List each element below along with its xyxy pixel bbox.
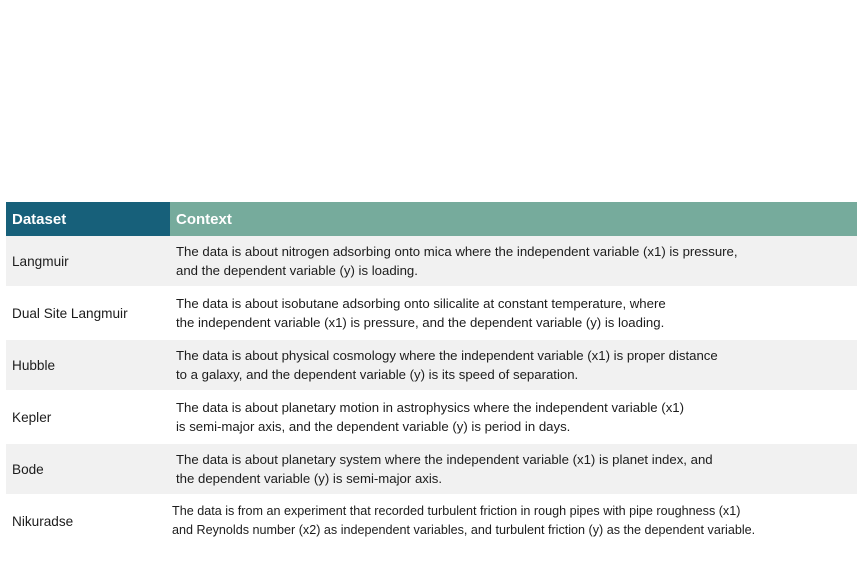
- dataset-name-cell: Nikuradse: [6, 495, 170, 547]
- dataset-name-cell: Langmuir: [6, 236, 170, 287]
- context-cell: [170, 339, 857, 391]
- context-cell: [170, 495, 857, 547]
- context-line: The data is about planetary motion in astrophysics where the independent variable (x1): [176, 400, 685, 415]
- table-row: [6, 339, 857, 391]
- context-line: The data is about planetary system where the independent variable (x1) is planet index, and: [176, 452, 713, 467]
- context-cell: [170, 391, 857, 443]
- context-line: and Reynolds number (x2) as independent variables, and turbulent friction (y) as the dependent variable.: [172, 523, 756, 537]
- dataset-name-cell: Kepler: [6, 391, 170, 443]
- context-line: to a galaxy, and the dependent variable (y) is its speed of separation.: [176, 367, 579, 382]
- context-column-header: Context: [170, 202, 857, 236]
- table-row: [6, 236, 857, 287]
- context-line: The data is about physical cosmology where the independent variable (x1) is proper distance: [176, 348, 718, 363]
- context-cell: [170, 287, 857, 339]
- context-cell: [170, 443, 857, 495]
- table-row: [6, 495, 857, 547]
- context-line: is semi-major axis, and the dependent variable (y) is period in days.: [176, 419, 571, 434]
- dataset-context-table-container: [6, 202, 857, 548]
- dataset-name-cell: Hubble: [6, 339, 170, 391]
- context-line: The data is about isobutane adsorbing onto silicalite at constant temperature, where: [176, 296, 666, 311]
- dataset-name-cell: Dual Site Langmuir: [6, 287, 170, 339]
- context-line: The data is from an experiment that recorded turbulent friction in rough pipes with pipe roughness (x1): [172, 504, 741, 518]
- context-line: the independent variable (x1) is pressure, and the dependent variable (y) is loading.: [176, 315, 665, 330]
- table-header-row: [6, 202, 857, 236]
- dataset-column-header: Dataset: [6, 202, 170, 236]
- dataset-context-table: [6, 202, 857, 548]
- table-row: [6, 287, 857, 339]
- table-row: [6, 391, 857, 443]
- table-row: [6, 443, 857, 495]
- dataset-name-cell: Bode: [6, 443, 170, 495]
- context-line: The data is about nitrogen adsorbing onto mica where the independent variable (x1) is pressure,: [176, 244, 738, 259]
- context-cell: [170, 236, 857, 287]
- context-line: and the dependent variable (y) is loading.: [176, 263, 418, 278]
- context-line: the dependent variable (y) is semi-major axis.: [176, 471, 443, 486]
